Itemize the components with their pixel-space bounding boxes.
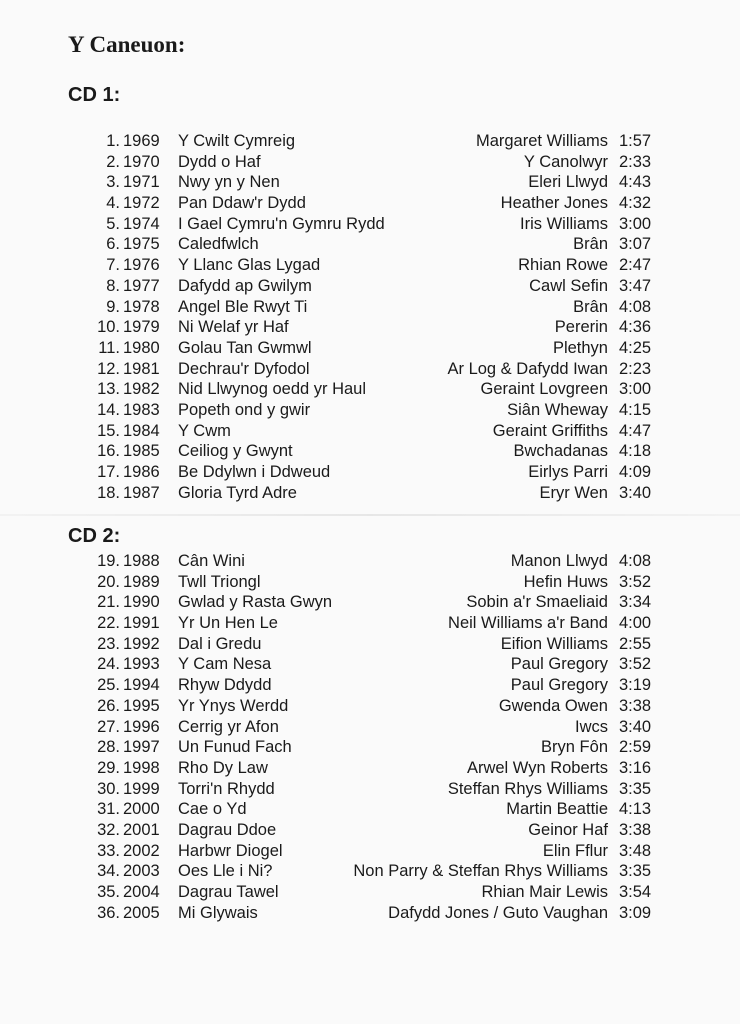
track-number: 17.: [97, 463, 120, 481]
track-duration: 4:09: [619, 463, 652, 481]
track-title: Dagrau Ddoe: [178, 820, 277, 839]
track-number: 32.: [97, 820, 120, 839]
track-row: [0, 483, 740, 504]
track-duration: 3:40: [619, 483, 652, 502]
track-artist: Bwchadanas: [513, 442, 608, 461]
track-number: 1.: [106, 132, 120, 150]
track-row: [0, 379, 740, 400]
track-row: [0, 317, 740, 338]
track-row: [0, 820, 740, 841]
track-artist: Iwcs: [575, 717, 608, 736]
track-duration: 4:43: [619, 173, 652, 192]
track-year: 2004: [123, 883, 160, 901]
track-duration: 4:18: [619, 442, 652, 461]
track-title: Nid Llwynog oedd yr Haul: [178, 380, 367, 399]
track-year: 1996: [123, 717, 160, 736]
cd1-track-list: [0, 131, 740, 503]
track-title: Harbwr Diogel: [178, 841, 283, 860]
track-number: 10.: [97, 318, 120, 337]
track-number: 29.: [97, 758, 120, 777]
track-duration: 3:00: [619, 380, 652, 399]
track-year: 1990: [123, 593, 160, 612]
track-artist: Manon Llwyd: [510, 552, 608, 570]
track-duration: 3:54: [619, 883, 652, 901]
track-duration: 3:19: [619, 676, 652, 695]
track-row: [0, 592, 740, 613]
track-artist: Margaret Williams: [475, 132, 608, 150]
track-row: [0, 255, 740, 276]
track-number: 35.: [97, 883, 120, 901]
track-title: Gwlad y Rasta Gwyn: [178, 593, 333, 612]
track-duration: 4:13: [619, 800, 652, 819]
track-row: [0, 441, 740, 462]
track-year: 1987: [123, 483, 160, 502]
track-year: 1977: [123, 276, 160, 295]
track-artist: Pererin: [554, 318, 608, 337]
track-title: Torri'n Rhydd: [178, 779, 275, 798]
track-artist: Ar Log & Dafydd Iwan: [447, 359, 608, 378]
track-title: Be Ddylwn i Ddweud: [178, 463, 331, 481]
track-year: 1976: [123, 256, 160, 275]
track-number: 34.: [97, 862, 120, 881]
track-artist: Martin Beattie: [506, 800, 608, 819]
track-artist: Elin Fflur: [542, 841, 608, 860]
cd2-track-list: [0, 551, 740, 923]
track-year: 2003: [123, 862, 160, 881]
track-number: 22.: [97, 614, 120, 633]
track-number: 11.: [98, 338, 120, 357]
track-title: Y Cam Nesa: [178, 655, 272, 674]
track-title: Cân Wini: [178, 552, 245, 570]
track-year: 1981: [123, 359, 160, 378]
track-row: [0, 421, 740, 442]
track-duration: 4:00: [619, 614, 652, 633]
track-row: [0, 572, 740, 593]
track-artist: Geraint Lovgreen: [480, 380, 608, 399]
track-row: [0, 613, 740, 634]
track-artist: Y Canolwyr: [523, 152, 608, 171]
track-number: 8.: [106, 276, 120, 295]
track-number: 12.: [97, 359, 120, 378]
track-artist: Brân: [573, 297, 608, 316]
track-number: 14.: [97, 400, 120, 419]
track-title: Dagrau Tawel: [178, 883, 279, 901]
track-number: 24.: [97, 655, 120, 674]
track-year: 1979: [123, 318, 160, 337]
cd1-heading: CD 1:: [68, 84, 121, 106]
track-year: 1978: [123, 297, 160, 316]
track-title: Y Cwm: [178, 421, 231, 440]
track-year: 1998: [123, 758, 160, 777]
track-number: 13.: [97, 380, 120, 399]
track-year: 1999: [123, 779, 160, 798]
cd2-heading: CD 2:: [68, 525, 121, 547]
track-duration: 3:07: [619, 235, 652, 254]
track-title: Golau Tan Gwmwl: [178, 338, 312, 357]
track-artist: Paul Gregory: [510, 676, 608, 695]
track-number: 28.: [97, 738, 120, 757]
track-row: [0, 779, 740, 800]
track-number: 27.: [97, 717, 120, 736]
track-duration: 1:57: [619, 132, 652, 150]
track-year: 1985: [123, 442, 160, 461]
track-artist: Cawl Sefin: [529, 276, 608, 295]
track-title: Oes Lle i Ni?: [178, 862, 273, 881]
track-duration: 3:35: [619, 862, 652, 881]
track-year: 1983: [123, 400, 160, 419]
track-row: [0, 214, 740, 235]
track-artist: Siân Wheway: [507, 400, 608, 419]
track-row: [0, 737, 740, 758]
track-duration: 3:48: [619, 841, 652, 860]
track-title: Mi Glywais: [178, 903, 258, 922]
track-duration: 4:08: [619, 297, 652, 316]
track-row: [0, 758, 740, 779]
track-year: 2000: [123, 800, 160, 819]
track-duration: 2:59: [619, 738, 652, 757]
track-number: 9.: [106, 297, 120, 316]
track-title: Dydd o Haf: [178, 152, 261, 171]
track-artist: Eryr Wen: [539, 483, 608, 502]
track-row: [0, 172, 740, 193]
track-row: [0, 359, 740, 380]
track-artist: Neil Williams a'r Band: [448, 614, 608, 633]
track-row: [0, 696, 740, 717]
track-duration: 3:16: [619, 758, 652, 777]
track-number: 6.: [106, 235, 120, 254]
track-artist: Geraint Griffiths: [492, 421, 608, 440]
track-number: 19.: [97, 552, 120, 570]
track-title: Dechrau'r Dyfodol: [178, 359, 310, 378]
track-artist: Rhian Mair Lewis: [481, 883, 608, 901]
track-title: Nwy yn y Nen: [178, 173, 280, 192]
track-year: 1984: [123, 421, 160, 440]
track-title: Un Funud Fach: [178, 738, 292, 757]
track-duration: 3:09: [619, 903, 652, 922]
track-year: 1989: [123, 572, 160, 591]
track-number: 7.: [106, 256, 120, 275]
track-year: 1986: [123, 463, 160, 481]
track-number: 23.: [97, 634, 120, 653]
track-artist: Plethyn: [552, 338, 608, 357]
track-duration: 3:38: [619, 696, 652, 715]
track-row: [0, 462, 740, 483]
track-year: 2005: [123, 903, 160, 922]
track-artist: Paul Gregory: [510, 655, 608, 674]
track-artist: Eleri Llwyd: [528, 173, 608, 192]
track-duration: 2:55: [619, 634, 652, 653]
track-duration: 4:32: [619, 194, 652, 213]
track-number: 16.: [97, 442, 120, 461]
track-duration: 3:47: [619, 276, 652, 295]
track-duration: 3:34: [619, 593, 652, 612]
track-title: Rhyw Ddydd: [178, 676, 272, 695]
track-row: [0, 400, 740, 421]
track-row: [0, 861, 740, 882]
page-title: Y Caneuon:: [68, 32, 186, 57]
track-row: [0, 297, 740, 318]
track-number: 25.: [97, 676, 120, 695]
track-year: 1982: [123, 380, 160, 399]
track-title: Cae o Yd: [178, 800, 247, 819]
track-number: 18.: [97, 483, 120, 502]
track-row: [0, 634, 740, 655]
track-number: 20.: [97, 572, 120, 591]
track-title: Pan Ddaw'r Dydd: [178, 194, 306, 213]
track-year: 1992: [123, 634, 160, 653]
track-artist: Eifion Williams: [500, 634, 608, 653]
track-title: Ceiliog y Gwynt: [178, 442, 293, 461]
track-title: Dafydd ap Gwilym: [178, 276, 312, 295]
track-number: 5.: [106, 214, 120, 233]
track-title: Yr Ynys Werdd: [178, 696, 289, 715]
track-year: 1980: [123, 338, 160, 357]
track-year: 1997: [123, 738, 160, 757]
track-number: 3.: [106, 173, 120, 192]
track-title: Angel Ble Rwyt Ti: [178, 297, 308, 316]
track-artist: Brân: [573, 235, 608, 254]
track-duration: 3:52: [619, 655, 652, 674]
track-duration: 3:00: [619, 214, 652, 233]
track-artist: Sobin a'r Smaeliaid: [466, 593, 608, 612]
track-number: 2.: [106, 152, 120, 171]
track-row: [0, 799, 740, 820]
track-number: 21.: [97, 593, 120, 612]
track-title: Rho Dy Law: [178, 758, 268, 777]
track-year: 1993: [123, 655, 160, 674]
track-row: [0, 675, 740, 696]
track-artist: Eirlys Parri: [528, 463, 608, 481]
track-artist: Non Parry & Steffan Rhys Williams: [353, 862, 608, 881]
track-year: 1972: [123, 194, 160, 213]
track-number: 26.: [97, 696, 120, 715]
track-artist: Rhian Rowe: [518, 256, 608, 275]
track-title: Yr Un Hen Le: [178, 614, 278, 633]
track-title: Popeth ond y gwir: [178, 400, 311, 419]
track-artist: Steffan Rhys Williams: [447, 779, 608, 798]
track-title: Ni Welaf yr Haf: [178, 318, 289, 337]
track-row: [0, 234, 740, 255]
track-duration: 4:08: [619, 552, 652, 570]
track-title: Gloria Tyrd Adre: [178, 483, 297, 502]
track-year: 1969: [123, 132, 160, 150]
track-year: 1995: [123, 696, 160, 715]
track-duration: 4:25: [619, 338, 652, 357]
track-year: 1991: [123, 614, 160, 633]
track-row: [0, 131, 740, 152]
track-duration: 3:35: [619, 779, 652, 798]
track-row: [0, 338, 740, 359]
track-number: 30.: [97, 779, 120, 798]
track-duration: 4:47: [619, 421, 652, 440]
track-artist: Hefin Huws: [523, 572, 608, 591]
track-duration: 3:38: [619, 820, 652, 839]
track-duration: 2:23: [619, 359, 652, 378]
track-row: [0, 654, 740, 675]
track-year: 1971: [123, 173, 160, 192]
track-duration: 4:15: [619, 400, 652, 419]
track-year: 2002: [123, 841, 160, 860]
track-row: [0, 903, 740, 924]
track-artist: Iris Williams: [520, 214, 608, 233]
track-year: 1970: [123, 152, 160, 171]
track-number: 31.: [97, 800, 120, 819]
track-row: [0, 193, 740, 214]
track-title: Y Llanc Glas Lygad: [178, 256, 321, 275]
track-duration: 4:36: [619, 318, 652, 337]
track-artist: Dafydd Jones / Guto Vaughan: [388, 903, 608, 922]
track-year: 1974: [123, 214, 160, 233]
track-number: 4.: [106, 194, 120, 213]
track-artist: Bryn Fôn: [541, 738, 608, 757]
track-title: Y Cwilt Cymreig: [178, 132, 296, 150]
track-duration: 2:33: [619, 152, 652, 171]
track-title: Dal i Gredu: [178, 634, 262, 653]
track-row: [0, 882, 740, 903]
track-duration: 3:40: [619, 717, 652, 736]
track-duration: 3:52: [619, 572, 652, 591]
track-artist: Heather Jones: [500, 194, 608, 213]
track-year: 1988: [123, 552, 160, 570]
track-row: [0, 276, 740, 297]
track-artist: Arwel Wyn Roberts: [466, 758, 608, 777]
track-number: 36.: [97, 903, 120, 922]
track-title: Caledfwlch: [178, 235, 259, 254]
track-title: Twll Triongl: [178, 572, 261, 591]
track-artist: Gwenda Owen: [498, 696, 608, 715]
track-year: 2001: [123, 820, 160, 839]
track-number: 33.: [97, 841, 120, 860]
scan-divider: [0, 514, 740, 516]
track-artist: Geinor Haf: [528, 820, 608, 839]
track-year: 1994: [123, 676, 160, 695]
track-number: 15.: [97, 421, 120, 440]
track-row: [0, 152, 740, 173]
track-row: [0, 717, 740, 738]
track-title: Cerrig yr Afon: [178, 717, 279, 736]
track-title: I Gael Cymru'n Gymru Rydd: [178, 214, 385, 233]
track-row: [0, 841, 740, 862]
track-duration: 2:47: [619, 256, 652, 275]
track-row: [0, 551, 740, 572]
track-year: 1975: [123, 235, 160, 254]
